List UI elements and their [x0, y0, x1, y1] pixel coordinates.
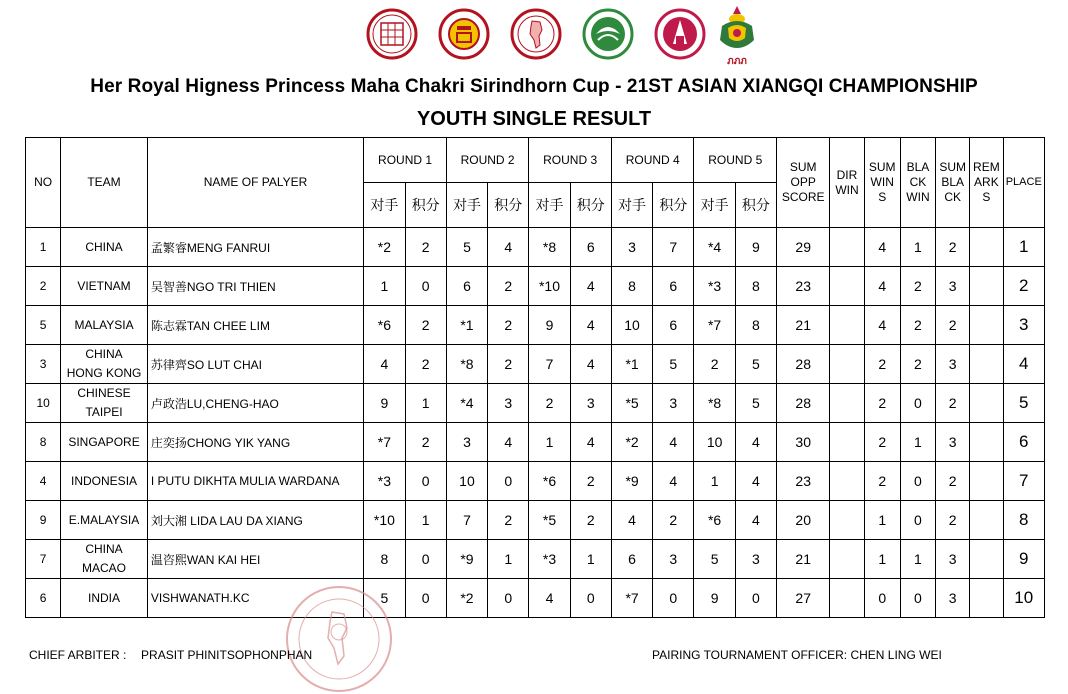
cell-round-4-score: 4: [653, 462, 694, 501]
cell-place: 1: [1003, 228, 1045, 267]
cell-black-win: 2: [900, 345, 935, 384]
chief-arbiter: [29, 648, 312, 662]
cell-no: 9: [26, 501, 61, 540]
cell-round-5-opponent: 9: [694, 579, 735, 618]
cell-sum-wins: 2: [864, 345, 900, 384]
cell-sum-opp-score: 20: [777, 501, 830, 540]
cell-round-2-score: 4: [488, 228, 529, 267]
cell-round-5-opponent: *6: [694, 501, 735, 540]
cell-round-3-score: 6: [570, 228, 611, 267]
cell-round-4-opponent: *2: [611, 423, 652, 462]
cell-sum-black: 2: [936, 501, 970, 540]
table-header: [26, 138, 1045, 228]
cell-place: 8: [1003, 501, 1045, 540]
cell-round-5-opponent: *3: [694, 267, 735, 306]
cell-remarks: [970, 267, 1003, 306]
table-row: [26, 462, 1045, 501]
cell-round-2-opponent: *2: [446, 579, 487, 618]
cell-sum-opp-score: 21: [777, 540, 830, 579]
cell-place: 2: [1003, 267, 1045, 306]
cell-round-1-opponent: 5: [364, 579, 405, 618]
cell-sum-wins: 2: [864, 423, 900, 462]
table-row: [26, 423, 1045, 462]
cell-player-name: 卢政浩LU,CHENG-HAO: [147, 384, 363, 423]
cell-no: 10: [26, 384, 61, 423]
cell-round-1-score: 1: [405, 384, 446, 423]
pink-pagoda-logo-icon: [654, 8, 706, 60]
cell-round-4-score: 5: [653, 345, 694, 384]
cell-sum-black: 3: [936, 345, 970, 384]
cell-round-1-score: 0: [405, 267, 446, 306]
cell-round-2-score: 4: [488, 423, 529, 462]
cell-sum-wins: 1: [864, 540, 900, 579]
cell-player-name: 陈志霖TAN CHEE LIM: [147, 306, 363, 345]
cell-round-3-score: 1: [570, 540, 611, 579]
cell-round-2-opponent: *8: [446, 345, 487, 384]
header-remarks: [970, 138, 1003, 228]
header-r1-score: 积分: [405, 183, 446, 228]
cell-round-4-opponent: *5: [611, 384, 652, 423]
cell-round-4-score: 4: [653, 423, 694, 462]
cell-sum-wins: 4: [864, 267, 900, 306]
cell-round-5-opponent: *4: [694, 228, 735, 267]
cell-player-name: VISHWANATH.KC: [147, 579, 363, 618]
results-table: [25, 137, 1045, 618]
cell-black-win: 2: [900, 267, 935, 306]
header-r3-score: 积分: [570, 183, 611, 228]
cell-no: 8: [26, 423, 61, 462]
header-r5-score: 积分: [735, 183, 776, 228]
cell-round-4-score: 6: [653, 306, 694, 345]
table-row: [26, 579, 1045, 618]
header-round-3: ROUND 3: [529, 138, 612, 183]
header-dir-win-line-2: WIN: [835, 182, 859, 197]
cell-team: [61, 384, 148, 423]
cell-round-5-opponent: *8: [694, 384, 735, 423]
cell-round-1-opponent: *6: [364, 306, 405, 345]
cell-dir-win: [830, 423, 864, 462]
header-name: NAME OF PALYER: [147, 138, 363, 228]
cell-black-win: 1: [900, 423, 935, 462]
header-no: NO: [26, 138, 61, 228]
page-title: Her Royal Higness Princess Maha Chakri Sirindhorn Cup - 21ST ASIAN XIANGQI CHAMPIONSHIP: [90, 76, 978, 97]
cell-sum-black: 2: [936, 462, 970, 501]
cell-team: [61, 228, 148, 267]
cell-black-win: 1: [900, 540, 935, 579]
cell-round-5-score: 4: [735, 501, 776, 540]
cell-round-3-opponent: *5: [529, 501, 570, 540]
header-dir-win-line-1: DIR: [836, 167, 858, 182]
cell-dir-win: [830, 462, 864, 501]
cell-round-2-score: 2: [488, 267, 529, 306]
header-round-1: ROUND 1: [364, 138, 447, 183]
table-row: [26, 501, 1045, 540]
table-row: [26, 540, 1045, 579]
header-black-win: [900, 138, 935, 228]
team-line: E.MALAYSIA: [68, 512, 140, 527]
cell-sum-opp-score: 23: [777, 462, 830, 501]
cell-remarks: [970, 423, 1003, 462]
header-round-5: ROUND 5: [694, 138, 777, 183]
header-dir-win: [830, 138, 864, 228]
cell-player-name: 刘大湘 LIDA LAU DA XIANG: [147, 501, 363, 540]
cell-remarks: [970, 579, 1003, 618]
green-emblem-logo-icon: [582, 8, 634, 60]
emblem-caption: ภภภ: [727, 56, 747, 67]
cell-place: 7: [1003, 462, 1045, 501]
table-row: [26, 345, 1045, 384]
header-r5-opp: 对手: [694, 183, 735, 228]
cell-round-3-score: 0: [570, 579, 611, 618]
cell-remarks: [970, 501, 1003, 540]
cell-no: 5: [26, 306, 61, 345]
cell-round-3-score: 4: [570, 306, 611, 345]
cell-round-2-opponent: 6: [446, 267, 487, 306]
cell-round-2-opponent: *4: [446, 384, 487, 423]
header-r4-score: 积分: [653, 183, 694, 228]
cell-player-name: I PUTU DIKHTA MULIA WARDANA: [147, 462, 363, 501]
cell-sum-opp-score: 30: [777, 423, 830, 462]
xiangqi-board-logo-icon: [366, 8, 418, 60]
cell-black-win: 1: [900, 228, 935, 267]
cell-no: 1: [26, 228, 61, 267]
cell-sum-black: 3: [936, 579, 970, 618]
cell-sum-wins: 4: [864, 306, 900, 345]
cell-round-3-opponent: *3: [529, 540, 570, 579]
cell-round-5-score: 0: [735, 579, 776, 618]
cell-black-win: 0: [900, 501, 935, 540]
cell-round-1-score: 0: [405, 540, 446, 579]
cell-round-5-opponent: 1: [694, 462, 735, 501]
cell-place: 3: [1003, 306, 1045, 345]
cell-round-4-score: 3: [653, 384, 694, 423]
cell-round-3-opponent: 1: [529, 423, 570, 462]
cell-round-2-score: 1: [488, 540, 529, 579]
cell-round-5-opponent: *7: [694, 306, 735, 345]
cell-round-4-score: 0: [653, 579, 694, 618]
cell-round-2-score: 2: [488, 345, 529, 384]
cell-round-5-score: 5: [735, 384, 776, 423]
header-sum-black-line-1: SUM: [939, 160, 966, 174]
header-r2-score: 积分: [488, 183, 529, 228]
header-black-win-line-1: BLA: [906, 160, 930, 174]
cell-round-3-opponent: 7: [529, 345, 570, 384]
cell-round-3-score: 2: [570, 501, 611, 540]
cell-round-3-opponent: 9: [529, 306, 570, 345]
cell-team: [61, 267, 148, 306]
cell-round-4-opponent: 8: [611, 267, 652, 306]
header-remarks-line-2: ARK: [974, 175, 999, 189]
table-row: [26, 267, 1045, 306]
cell-round-5-opponent: 10: [694, 423, 735, 462]
chief-arbiter-name: PRASIT PHINITSOPHONPHAN: [141, 648, 313, 662]
cell-remarks: [970, 306, 1003, 345]
cell-black-win: 0: [900, 579, 935, 618]
team-line: INDIA: [88, 590, 121, 605]
cell-round-1-score: 2: [405, 306, 446, 345]
cell-place: 6: [1003, 423, 1045, 462]
cell-no: 7: [26, 540, 61, 579]
elephant-emblem-logo: [712, 4, 762, 67]
cell-no: 6: [26, 579, 61, 618]
cell-round-3-opponent: 2: [529, 384, 570, 423]
cell-dir-win: [830, 579, 864, 618]
logo-strip: [366, 4, 756, 68]
header-r2-opp: 对手: [446, 183, 487, 228]
cell-team: [61, 540, 148, 579]
cell-black-win: 0: [900, 384, 935, 423]
cell-sum-black: 3: [936, 423, 970, 462]
cell-round-4-opponent: *9: [611, 462, 652, 501]
cell-team: [61, 462, 148, 501]
cell-dir-win: [830, 540, 864, 579]
header-r1-opp: 对手: [364, 183, 405, 228]
cell-remarks: [970, 384, 1003, 423]
cell-round-1-score: 2: [405, 423, 446, 462]
cell-player-name: 吴智善NGO TRI THIEN: [147, 267, 363, 306]
cell-round-1-opponent: *10: [364, 501, 405, 540]
cell-round-5-score: 5: [735, 345, 776, 384]
cell-round-2-score: 2: [488, 306, 529, 345]
cell-sum-opp-score: 28: [777, 384, 830, 423]
cell-place: 4: [1003, 345, 1045, 384]
header-sum-wins-line-3: S: [878, 190, 887, 204]
cell-round-4-opponent: 3: [611, 228, 652, 267]
cell-team: [61, 306, 148, 345]
cell-sum-opp-score: 27: [777, 579, 830, 618]
cell-team: [61, 579, 148, 618]
table-row: [26, 228, 1045, 267]
cell-dir-win: [830, 345, 864, 384]
page-subtitle: YOUTH SINGLE RESULT: [416, 108, 652, 130]
cell-round-1-opponent: 9: [364, 384, 405, 423]
cell-player-name: 苏律齊SO LUT CHAI: [147, 345, 363, 384]
cell-sum-black: 2: [936, 384, 970, 423]
cell-round-3-score: 4: [570, 345, 611, 384]
cell-player-name: 孟繁睿MENG FANRUI: [147, 228, 363, 267]
cell-round-2-score: 0: [488, 579, 529, 618]
cell-round-3-score: 3: [570, 384, 611, 423]
cell-team: [61, 501, 148, 540]
cell-round-1-score: 1: [405, 501, 446, 540]
header-sum-opp-line-3: SCORE: [781, 190, 825, 204]
header-sum-wins-line-1: SUM: [868, 160, 896, 174]
cell-round-1-opponent: *2: [364, 228, 405, 267]
cell-dir-win: [830, 228, 864, 267]
cell-black-win: 2: [900, 306, 935, 345]
header-remarks-line-3: S: [982, 190, 991, 204]
cell-round-4-score: 2: [653, 501, 694, 540]
elephant-icon: [712, 4, 762, 52]
cell-round-2-score: 3: [488, 384, 529, 423]
cell-round-3-score: 4: [570, 423, 611, 462]
cell-sum-black: 3: [936, 540, 970, 579]
cell-round-4-opponent: *1: [611, 345, 652, 384]
cell-no: 2: [26, 267, 61, 306]
cell-round-3-opponent: 4: [529, 579, 570, 618]
cell-sum-wins: 2: [864, 462, 900, 501]
cell-round-3-opponent: *6: [529, 462, 570, 501]
cell-sum-opp-score: 21: [777, 306, 830, 345]
cell-round-3-score: 4: [570, 267, 611, 306]
chief-arbiter-label: CHIEF ARBITER :: [29, 648, 127, 662]
cell-no: 4: [26, 462, 61, 501]
header-place: PLACE: [1003, 138, 1045, 228]
cell-sum-wins: 1: [864, 501, 900, 540]
cell-round-5-score: 3: [735, 540, 776, 579]
cell-round-2-opponent: *1: [446, 306, 487, 345]
cell-round-1-opponent: *3: [364, 462, 405, 501]
team-line: CHINA: [85, 239, 123, 254]
header-sum-opp-score: [777, 138, 830, 228]
cell-dir-win: [830, 501, 864, 540]
cell-round-5-score: 4: [735, 423, 776, 462]
cell-round-2-opponent: 5: [446, 228, 487, 267]
cell-team: [61, 345, 148, 384]
cell-sum-opp-score: 29: [777, 228, 830, 267]
cell-round-4-opponent: 6: [611, 540, 652, 579]
cell-round-2-opponent: 7: [446, 501, 487, 540]
header-sum-opp-line-1: SUM: [789, 160, 817, 174]
cell-round-1-opponent: 1: [364, 267, 405, 306]
table-body: [26, 228, 1045, 618]
cell-round-2-opponent: 10: [446, 462, 487, 501]
cell-sum-black: 2: [936, 306, 970, 345]
cell-sum-black: 3: [936, 267, 970, 306]
header-sum-black-line-2: BLA: [941, 175, 965, 189]
association-logo-icon: [438, 8, 490, 60]
cell-round-4-opponent: 10: [611, 306, 652, 345]
cell-place: 10: [1003, 579, 1045, 618]
cell-round-2-score: 0: [488, 462, 529, 501]
cell-dir-win: [830, 267, 864, 306]
cell-round-5-opponent: 2: [694, 345, 735, 384]
cell-round-5-score: 8: [735, 267, 776, 306]
cell-sum-wins: 2: [864, 384, 900, 423]
cell-round-5-opponent: 5: [694, 540, 735, 579]
team-line: CHINA: [85, 542, 123, 556]
cell-sum-opp-score: 23: [777, 267, 830, 306]
cell-round-1-opponent: 8: [364, 540, 405, 579]
cell-sum-wins: 0: [864, 579, 900, 618]
cell-round-4-opponent: 4: [611, 501, 652, 540]
cell-black-win: 0: [900, 462, 935, 501]
cell-round-2-score: 2: [488, 501, 529, 540]
cell-no: 3: [26, 345, 61, 384]
header-sum-wins: [864, 138, 900, 228]
cell-sum-black: 2: [936, 228, 970, 267]
cell-round-1-score: 0: [405, 462, 446, 501]
header-black-win-line-3: WIN: [906, 190, 930, 204]
cell-round-2-opponent: 3: [446, 423, 487, 462]
header-r4-opp: 对手: [611, 183, 652, 228]
header-round-4: ROUND 4: [611, 138, 694, 183]
cell-place: 9: [1003, 540, 1045, 579]
cell-dir-win: [830, 306, 864, 345]
cell-round-3-opponent: *8: [529, 228, 570, 267]
team-line: SINGAPORE: [68, 434, 140, 449]
pairing-officer: PAIRING TOURNAMENT OFFICER: CHEN LING WEI: [652, 648, 942, 662]
cell-remarks: [970, 345, 1003, 384]
header-team: TEAM: [61, 138, 148, 228]
cell-remarks: [970, 228, 1003, 267]
cell-round-4-score: 7: [653, 228, 694, 267]
team-line: CHINA: [85, 347, 123, 361]
cell-round-5-score: 8: [735, 306, 776, 345]
team-line: INDONESIA: [71, 473, 138, 488]
cell-sum-wins: 4: [864, 228, 900, 267]
cell-round-1-opponent: 4: [364, 345, 405, 384]
cell-player-name: 庄奕扬CHONG YIK YANG: [147, 423, 363, 462]
cell-round-5-score: 9: [735, 228, 776, 267]
cell-round-1-score: 0: [405, 579, 446, 618]
table-row: [26, 306, 1045, 345]
cell-remarks: [970, 540, 1003, 579]
cell-team: [61, 423, 148, 462]
cell-sum-opp-score: 28: [777, 345, 830, 384]
thailand-map-logo-icon: [510, 8, 562, 60]
header-sum-wins-line-2: WIN: [870, 175, 894, 189]
header-sum-black-line-3: CK: [944, 190, 961, 204]
team-line: CHINESE: [77, 386, 131, 400]
table-row: [26, 384, 1045, 423]
team-line: HONG KONG: [66, 366, 142, 380]
team-line: TAIPEI: [85, 405, 123, 419]
header-black-win-line-2: CK: [909, 175, 927, 189]
cell-round-4-score: 6: [653, 267, 694, 306]
cell-round-4-score: 3: [653, 540, 694, 579]
header-remarks-line-1: REM: [973, 160, 1000, 174]
header-sum-opp-line-2: OPP: [790, 175, 816, 189]
cell-remarks: [970, 462, 1003, 501]
cell-player-name: 温咨熙WAN KAI HEI: [147, 540, 363, 579]
team-line: MALAYSIA: [74, 317, 134, 332]
cell-dir-win: [830, 384, 864, 423]
cell-round-4-opponent: *7: [611, 579, 652, 618]
team-line: MACAO: [82, 561, 127, 575]
cell-round-1-score: 2: [405, 345, 446, 384]
cell-round-1-score: 2: [405, 228, 446, 267]
cell-round-1-opponent: *7: [364, 423, 405, 462]
header-round-2: ROUND 2: [446, 138, 529, 183]
team-line: VIETNAM: [77, 278, 131, 293]
cell-round-5-score: 4: [735, 462, 776, 501]
cell-round-3-score: 2: [570, 462, 611, 501]
header-r3-opp: 对手: [529, 183, 570, 228]
cell-round-2-opponent: *9: [446, 540, 487, 579]
cell-place: 5: [1003, 384, 1045, 423]
cell-round-3-opponent: *10: [529, 267, 570, 306]
header-sum-black: [936, 138, 970, 228]
